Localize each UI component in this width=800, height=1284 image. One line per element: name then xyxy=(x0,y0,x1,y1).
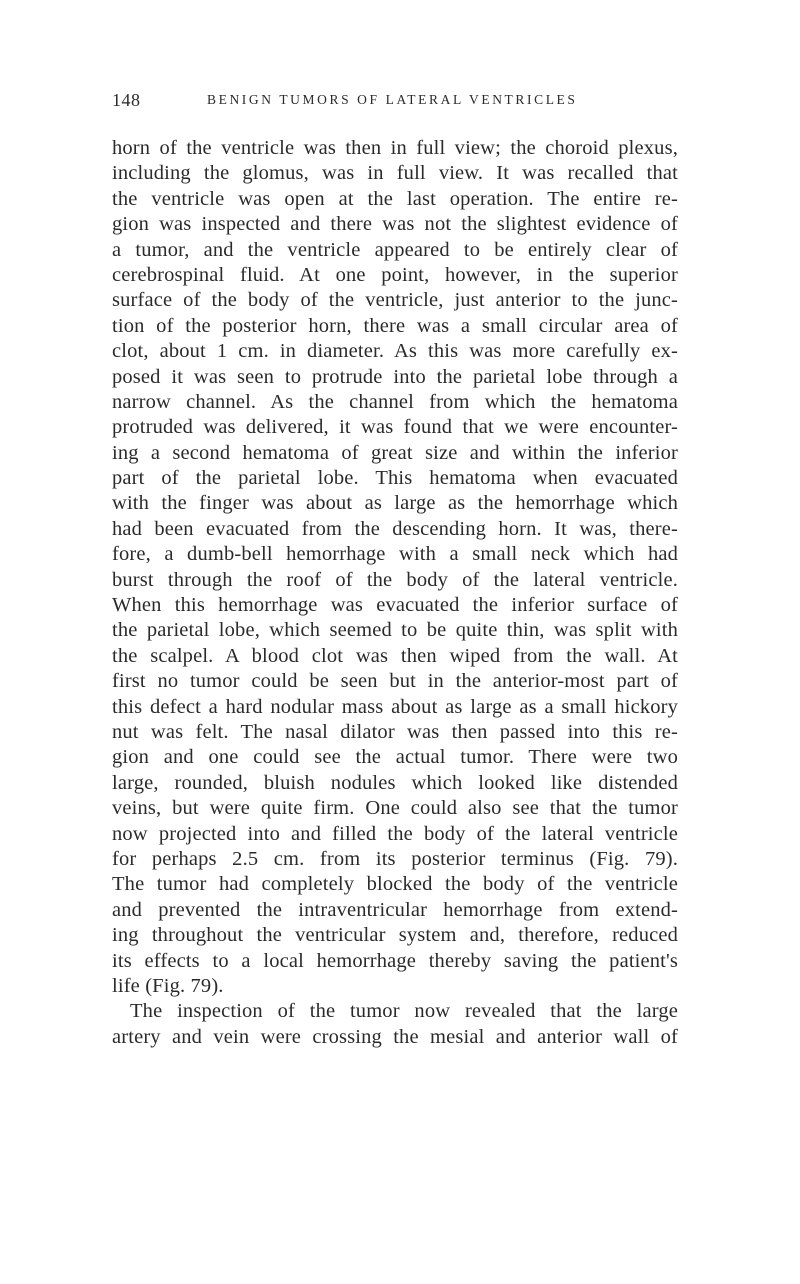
text-line: horn of the ventricle was then in full view; the choroid plexus, xyxy=(112,137,678,159)
text-line: and prevented the intraventricular hemorrhage from extend- xyxy=(112,898,678,921)
text-line: protruded was delivered, it was found that we were encounter- xyxy=(112,416,678,439)
text-line: gion was inspected and there was not the slightest evidence of xyxy=(112,213,678,236)
text-line: first no tumor could be seen but in the anterior-most part of xyxy=(112,670,678,693)
text-line: The inspection of the tumor now revealed that the large xyxy=(130,1000,678,1023)
text-line: surface of the body of the ventricle, just anterior to the junc- xyxy=(112,289,678,312)
text-line: artery and vein were crossing the mesial and anterior wall of xyxy=(112,1025,678,1048)
text-line: posed it was seen to protrude into the parietal lobe through a xyxy=(112,365,678,388)
text-line: ing throughout the ventricular system and, therefore, reduced xyxy=(112,924,678,947)
text-line: fore, a dumb-bell hemorrhage with a small neck which had xyxy=(112,543,678,566)
text-line: nut was felt. The nasal dilator was then passed into this re- xyxy=(112,720,678,743)
paragraph xyxy=(112,136,678,999)
paragraph xyxy=(112,999,678,1050)
text-line: tion of the posterior horn, there was a small circular area of xyxy=(112,314,678,337)
body-text xyxy=(112,136,678,1050)
text-line: with the finger was about as large as the hemorrhage which xyxy=(112,492,678,515)
text-line: including the glomus, was in full view. It was recalled that xyxy=(112,162,678,185)
page-number: 148 xyxy=(112,90,141,110)
text-line: the scalpel. A blood clot was then wiped from the wall. At xyxy=(112,644,678,667)
text-line: ing a second hematoma of great size and within the inferior xyxy=(112,441,678,464)
text-line: part of the parietal lobe. This hematoma when evacuated xyxy=(112,467,678,490)
text-line: cerebrospinal fluid. At one point, however, in the superior xyxy=(112,263,678,286)
text-line: gion and one could see the actual tumor. There were two xyxy=(112,746,678,769)
text-line: for perhaps 2.5 cm. from its posterior terminus (Fig. 79). xyxy=(112,847,678,870)
text-line: had been evacuated from the descending horn. It was, there- xyxy=(112,517,678,540)
text-line: life (Fig. 79). xyxy=(112,974,224,997)
text-line: veins, but were quite firm. One could also see that the tumor xyxy=(112,797,678,820)
text-line: the parietal lobe, which seemed to be quite thin, was split with xyxy=(112,619,678,642)
text-line: clot, about 1 cm. in diameter. As this was more carefully ex- xyxy=(112,340,678,363)
text-line: its effects to a local hemorrhage thereby saving the patient's xyxy=(112,949,678,972)
text-line: narrow channel. As the channel from which the hematoma xyxy=(112,390,678,413)
text-line: large, rounded, bluish nodules which looked like distended xyxy=(112,771,678,794)
text-line: When this hemorrhage was evacuated the inferior surface of xyxy=(112,594,678,617)
text-line: The tumor had completely blocked the body of the ventricle xyxy=(112,873,678,896)
running-head xyxy=(112,90,672,114)
text-line: burst through the roof of the body of the lateral ventricle. xyxy=(112,568,678,591)
running-title: BENIGN TUMORS OF LATERAL VENTRICLES xyxy=(207,92,578,107)
text-line: a tumor, and the ventricle appeared to be entirely clear of xyxy=(112,238,678,261)
text-line: this defect a hard nodular mass about as large as a small hickory xyxy=(112,695,678,718)
text-line: the ventricle was open at the last operation. The entire re- xyxy=(112,187,678,210)
text-line: now projected into and filled the body of the lateral ventricle xyxy=(112,822,678,845)
